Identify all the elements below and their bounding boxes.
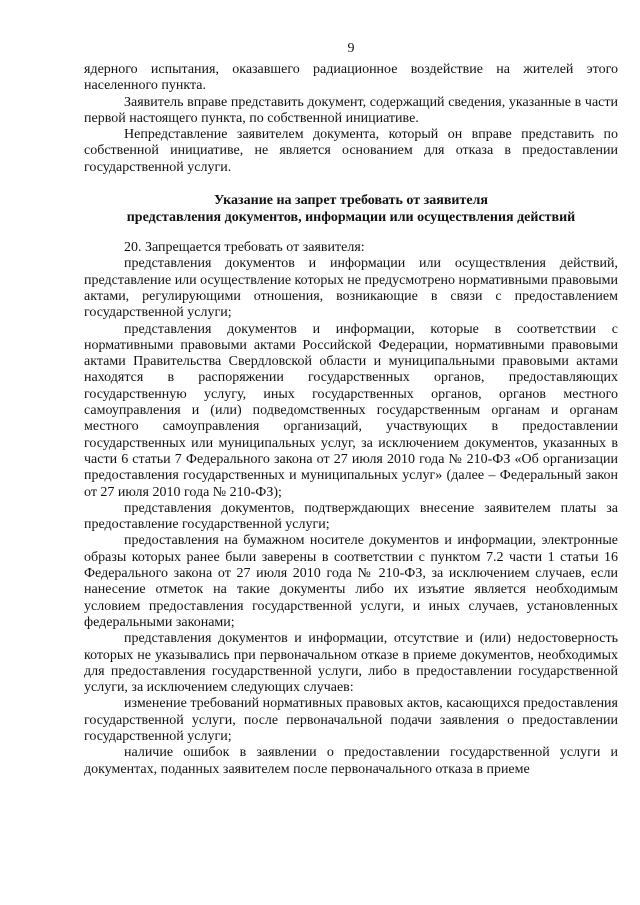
paragraph-exception-1: изменение требований нормативных правовых актов, касающихся предоставления государственной услуги, после первоначальной подачи заявления о предоставлении государственной услуги; [84,696,618,744]
paragraph-prohibition-1: представления документов и информации или осуществления действий, представление или осуществление которых не предусмотрено нормативными правовыми актами, регулирующими отношения, возникающие в связи с предоставлением государственной услуги; [84,256,618,321]
paragraph-prohibition-4: предоставления на бумажном носителе документов и информации, электронные образы которых ранее были заверены в соответствии с пунктом 7.2 части 1 статьи 16 Федерального закона от 27 июля 2010 года № 210-ФЗ, за исключением случаев, если нанесение отметок на такие документы либо их изъятие является необходимым условием предоставления государственной услуги, и иных случаев, установленных федеральными законами; [84,533,618,630]
paragraph-exception-2: наличие ошибок в заявлении о предоставлении государственной услуги и документах, поданных заявителем после первоначального отказа в приеме [84,745,618,777]
page-number: 9 [347,41,355,56]
paragraph-item-20: 20. Запрещается требовать от заявителя: [124,240,365,256]
paragraph-prohibition-2: представления документов и информации, которые в соответствии с нормативными правовыми актами Российской Федерации, нормативными правовыми актами Правительства Свердловской области и муниципальными правовыми актами находятся в распоряжении государственных органов, предоставляющих государственную услугу, иных государственных органов, органов местного самоуправления и (или) подведомственных государственным органам и органам местного самоуправления организаций, участвующих в предоставлении государственных или муниципальных услуг, за исключением документов, указанных в части 6 статьи 7 Федерального закона от 27 июля 2010 года № 210-ФЗ «Об организации предоставления государственных и муниципальных услуг» (далее – Федеральный закон от 27 июля 2010 года № 210-ФЗ); [84,321,618,500]
paragraph-non-submission: Непредставление заявителем документа, который он вправе представить по собственной инициативе, не является основанием для отказа в предоставлении государственной услуги. [84,127,618,175]
paragraph-prohibition-5: представления документов и информации, отсутствие и (или) недостоверность которых не указывались при первоначальном отказе в приеме документов, необходимых для предоставления государственной услуги, либо в предоставлении государственной услуги, за исключением следующих случаев: [84,631,618,696]
paragraph-own-initiative: Заявитель вправе представить документ, содержащий сведения, указанные в части первой настоящего пункта, по собственной инициативе. [84,94,618,126]
section-heading-line-1: Указание на запрет требовать от заявителя [214,193,488,209]
document-page [84,40,618,778]
paragraph-continuation: ядерного испытания, оказавшего радиационное воздействие на жителей этого населенного пункта. [84,62,618,94]
section-heading [84,192,618,226]
section-heading-line-2: представления документов, информации или осуществления действий [126,210,576,226]
paragraph-prohibition-3: представления документов, подтверждающих внесение заявителем платы за предоставление государственной услуги; [84,500,618,533]
